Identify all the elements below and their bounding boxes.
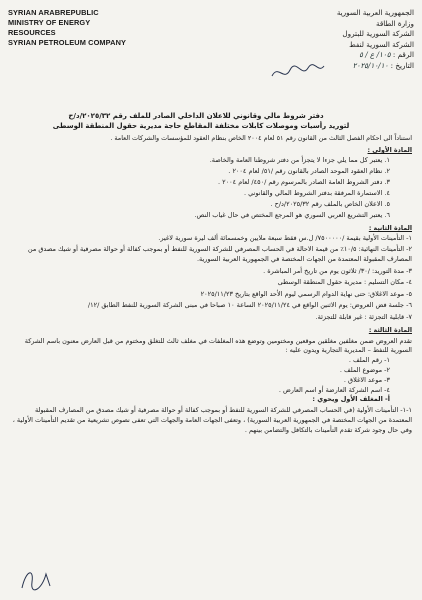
reference-date-label: التاريخ : — [390, 60, 414, 70]
article-3-sub-heading: أ- المغلف الأول ويحوي : — [312, 395, 390, 404]
article-2-item: ٤- مكان التسليم : مديرية حقول المنطقة الوسطى — [277, 278, 412, 287]
header-ar-line-1: الجمهورية العربية السورية — [336, 8, 414, 17]
article-1-item: ٤. الاستمارة المرفقة بدفتر الشروط المالي والقانوني . — [243, 189, 390, 198]
article-2-item: ٧- قابلية التجزئة : غير قابلة للتجزئة. — [315, 313, 412, 322]
header-ar-line-3: الشركة السورية للبترول — [342, 29, 414, 39]
header-ar-line-4: الشركة السورية لنفط — [349, 39, 414, 49]
header-ar-line-2: وزارة الطاقة — [375, 18, 414, 28]
article-3-sub-item: ١-١- التأمينات الأولية (في الحساب المصرفي للشركة السورية للنفط أو بموجب كفالة أو حوالة مصرفية أو شيك مصدق من المصارف المقبولة المعتمدة من الجهات المختصة في الجمهورية العربية السورية) ، وتعفى الجهات العامة والجهات التي تعفى نصوص تشريعية من تقديم التأمينات الأولية ، وفي حال وجود شركة تقدم التأمينات بالتكافل والتضامن بينهم . — [12, 406, 412, 434]
article-3-paragraph: تقدم العروض ضمن مغلفين مغلقين موقعين ومختومين وتوضع هذه المغلفات في مغلف ثالث للتغلق ومختوم من قبل العارض معنون باسم الشركة السورية للنفط – المديرية التجارية ويدون عليه : — [24, 336, 412, 355]
article-1-item: ٦. يعتبر التشريع العربي السوري هو المرجع المختص في حال غياب النص. — [194, 211, 390, 220]
article-2-list — [10, 234, 412, 323]
article-2-item: ١- التأمينات الأولية بقيمة /٧٥٠٠٠٠٠/ ل.س فقط سبعة ملايين وخمسمائة ألف ليرة سورية لاغير. — [158, 233, 412, 242]
document-title: دفتر شروط مالي وقانوني للاعلان الداخلي الصادر للملف رقم ٢٠٢٥/٣٢/د/ح — [68, 112, 324, 120]
header-en-line-3: RESOURCES — [8, 28, 56, 37]
article-3-list — [10, 356, 412, 395]
reference-date-value: ٢٠٢٥/١٠/١٠ — [352, 60, 389, 70]
article-1-item: ٣. دفتر الشروط العامة الصادر بالمرسوم رقم /٤٥٠/ لعام ٢٠٠٤ . — [218, 178, 390, 187]
article-1-list — [10, 156, 412, 221]
article-2-item: ٣- مدة التوريد: /٣٠/ ثلاثون يوم من تاريخ أمر المباشرة . — [263, 266, 412, 275]
header-en-line-2: MINISTRY OF ENERGY — [8, 18, 91, 27]
reference-number-value: ١٠٥/ ع / ٥ — [359, 50, 391, 60]
article-3-item: ٢- موضوع الملف . — [339, 366, 390, 375]
article-1-item: ٢. نظام العقود الموحد الصادر بالقانون رقم /٥١/ لعام ٢٠٠٤ . — [228, 167, 390, 176]
article-2-item: ٥- موعد الاغلاق: حتى نهاية الدوام الرسمي ليوم الأحد الواقع بتاريخ ٢٠٢٥/١١/٢٣ — [200, 289, 412, 298]
document-body — [10, 112, 412, 436]
article-2-heading: المادة الثانية : — [368, 224, 412, 232]
document-subtitle: لتوريد رأسيات وموصلات كابلات مختلفة المقاطع حاجة مديرية حقول المنطقة الوسطى — [52, 121, 350, 130]
article-1-item: ١. يعتبر كل مما يلي جزءا لا يتجزأ من دفتر شروطنا العامة والخاصة. — [209, 156, 390, 165]
article-3-heading: المادة الثالثة : — [368, 326, 412, 334]
header-en-line-1: SYRIAN ARABREPUBLIC — [8, 8, 99, 17]
article-1-heading: المادة الأولى : — [367, 147, 412, 155]
intro-paragraph: استناداً الى احكام الفصل الثالث من القانون رقم ٥١ لعام ٢٠٠٤ الخاص بنظام العقود للمؤسسات والشركات العامة . — [110, 133, 412, 142]
article-3-item: ١- رقم الملف . — [348, 356, 390, 365]
reference-number-label: الرقم : — [392, 50, 414, 60]
header-en-line-4: SYRIAN PETROLEUM COMPANY — [8, 38, 127, 47]
article-1-item: ٥. الاعلان الخاص بالملف رقم ٢٠٢٥/٣٢/د/ح . — [270, 200, 390, 209]
handwritten-annotation — [268, 60, 328, 84]
article-3-item: ٣- موعد الاغلاق . — [343, 375, 390, 384]
header-english — [8, 8, 178, 48]
article-2-item: ٢- التأمينات النهائية: ١٠/٥٪ من قيمة الاحالة في الحساب المصرفي للشركة السورية للنفط أو بموجب كفالة أو حوالة مصرفية أو شيك مصدق من المصارف المقبولة المعتمدة من الجهات المختصة في الجمهورية العربية السورية. — [27, 245, 412, 264]
article-3-item: ٤- اسم الشركة العارضة أو اسم العارض . — [278, 385, 390, 394]
signature-mark — [16, 564, 56, 594]
article-2-item: ٦- جلسة فض العروض: يوم الاثنين الواقع في ٢٠٢٥/١١/٢٤ الساعة ١٠ صباحا في مبنى الشركة السورية للنفط الطابق /١٢/ — [87, 301, 412, 310]
